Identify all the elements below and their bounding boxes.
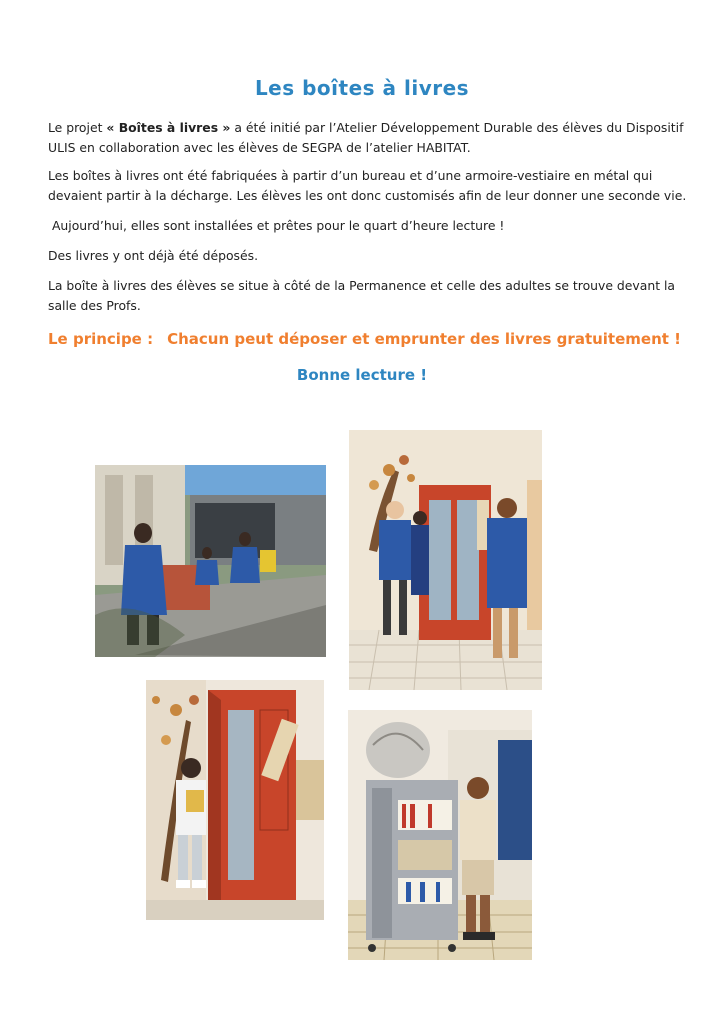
student-silver-bookcase-photo xyxy=(348,710,532,960)
paragraph-books-deposited: Des livres y ont déjà été déposés. xyxy=(48,248,259,263)
student-red-bookcase-books-photo xyxy=(146,680,324,920)
two-students-red-bookcase-photo xyxy=(349,430,542,690)
intro-prefix: Le projet xyxy=(48,120,107,135)
paragraph-locations: La boîte à livres des élèves se situe à côté de la Permanence et celle des adultes se trouve devant la salle des Profs. xyxy=(48,278,676,313)
intro-suffix: a été initié par l’Atelier Développement Durable des élèves du Dispositif ULIS en collaboration avec les élèves de SEGPA de l’atelier HABITAT. xyxy=(48,120,684,155)
paragraph-project-intro xyxy=(48,118,688,158)
paragraph-fabrication: Les boîtes à livres ont été fabriquées à partir d’un bureau et d’une armoire-vestiaire en métal qui devaient partir à la décharge. Les élèves les ont donc customisés afin de leur donner une seconde vie. xyxy=(48,168,687,203)
project-name: « Boîtes à livres » xyxy=(106,120,231,135)
page-title: Les boîtes à livres xyxy=(254,76,470,100)
principle-label: Le principe : xyxy=(48,330,154,348)
paragraph-installed: Aujourd’hui, elles sont installées et prêtes pour le quart d’heure lecture ! xyxy=(48,218,505,233)
closing-line: Bonne lecture ! xyxy=(296,366,428,384)
students-carrying-furniture-photo xyxy=(95,465,326,657)
principle-line xyxy=(48,330,688,348)
principle-text: Chacun peut déposer et emprunter des livres gratuitement ! xyxy=(167,330,681,348)
